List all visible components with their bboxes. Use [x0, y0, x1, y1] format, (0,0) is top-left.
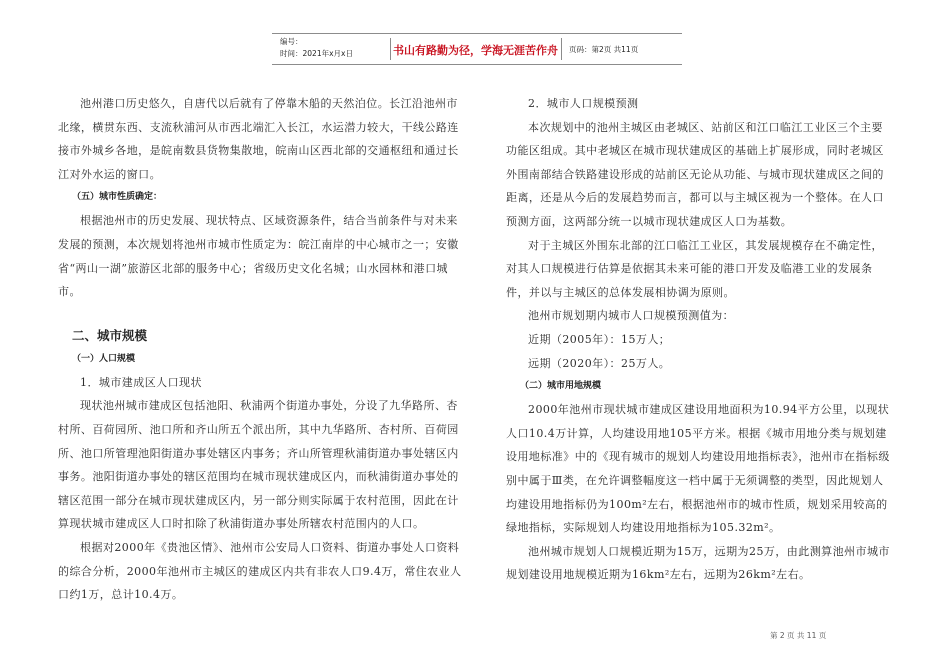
- paragraph-land-forecast: 池州城市规划人口规模近期为15万，远期为25万，由此测算池州市城市规划建设用地规模近期为16km²左右，远期为26km²左右。: [506, 544, 890, 582]
- right-column: [506, 92, 892, 587]
- section-heading-population-scale: （一）人口规模: [72, 353, 136, 364]
- paragraph-land-use: 2000年池州市现状城市建成区建设用地面积为10.94平方公里，以现状人口10.4万计算，人均建设用地105平方米。根据《城市用地分类与规划建设用地标准》中的《现有城市的规划人均建设用地指标表》，池州市在指标级别中属于Ⅲ类，在允许调整幅度这一档中属于无须调整的类型，因此规划人均建设用地指标仍为100m²左右，根据池州市的城市性质，规划采用较高的绿地指标，实际规划人均建设用地指标为105.32m²。: [506, 403, 890, 535]
- header-page-number: 页码：第2页 共11页: [569, 45, 639, 54]
- paragraph-city-nature: 根据池州市的历史发展、现状特点、区域资源条件，结合当前条件与对未来发展的预测，本次规划将池州市城市性质定为：皖江南岸的中心城市之一；安徽省“两山一湖”旅游区北部的服务中心；省级历史文化名城；山水园林和港口城市。: [58, 214, 459, 299]
- subheading-population-forecast: 2．城市人口规模预测: [528, 97, 639, 110]
- left-column: [58, 92, 468, 607]
- paragraph-built-area-districts: 现状池州城市建成区包括池阳、秋浦两个街道办事处，分设了九华路所、杏村所、百荷园所、池口所和齐山所五个派出所，其中九华路所、杏村所、百荷园所、池口所管理池阳街道办事处辖区内事务；齐山所管理秋浦街道办事处辖区内事务。池阳街道办事处的辖区范围均在城市现状建成区内，而秋浦街道办事处的辖区范围一部分在城市现状建成区内，另一部分则实际属于农村范围，因此在计算现状城市建成区人口时扣除了秋浦街道办事处所辖农村范围内的人口。: [58, 399, 459, 531]
- forecast-long-term: 远期（2020年）：25万人。: [528, 356, 671, 370]
- document-number: 编号：: [280, 37, 303, 46]
- header-motto: 书山有路勤为径，学海无涯苦作舟: [393, 44, 558, 57]
- page-header: [272, 33, 682, 65]
- section-heading-land-scale: （二）城市用地规模: [520, 381, 602, 392]
- paragraph-port-history: 池州港口历史悠久，自唐代以后就有了停靠木船的天然泊位。长江沿池州市北缘，横贯东西、支流秋浦河从市西北端汇入长江，水运潜力较大，干线公路连接市外城乡各地，是皖南数县货物集散地，皖南山区西北部的交通枢纽和通过长江对外水运的窗口。: [58, 97, 459, 181]
- forecast-near-term: 近期（2005年）：15万人；: [528, 332, 671, 346]
- paragraph-functional-areas: 本次规划中的池州主城区由老城区、站前区和江口临江工业区三个主要功能区组成。其中老城区在城市现状建成区的基础上扩展形成，同时老城区外围南部结合铁路建设形成的站前区无论从功能、与城市现状建成区之间的距离，还是从今后的发展趋势而言，都可以与主城区视为一个整体。在人口预测方面，这两部分统一以城市现状建成区人口为基数。: [506, 120, 884, 228]
- chapter-heading-city-scale: 二、城市规模: [72, 327, 148, 343]
- document-date: 时间：2021年x月x日: [280, 49, 353, 58]
- subheading-current-population: 1．城市建成区人口现状: [80, 375, 202, 389]
- header-divider: [561, 38, 562, 60]
- page-footer-number: 第 2 页 共 11 页: [770, 631, 827, 640]
- paragraph-population-analysis: 根据对2000年《贵池区情》、池州市公安局人口资料、街道办事处人口资料的综合分析，2000年池州市主城区的建成区内共有非农人口9.4万，常住农业人口约1万，总计10.4万。: [58, 540, 462, 602]
- paragraph-forecast-intro: 池州市规划期内城市人口规模预测值为：: [528, 309, 735, 323]
- section-heading-city-nature: （五）城市性质确定：: [72, 192, 163, 203]
- paragraph-industrial-zone: 对于主城区外围东北部的江口临江工业区，其发展规模存在不确定性，对其人口规模进行估算是依据其未来可能的港口开发及临港工业的发展条件，并以与主城区的总体发展相协调为原则。: [506, 238, 883, 299]
- header-meta: [280, 36, 390, 60]
